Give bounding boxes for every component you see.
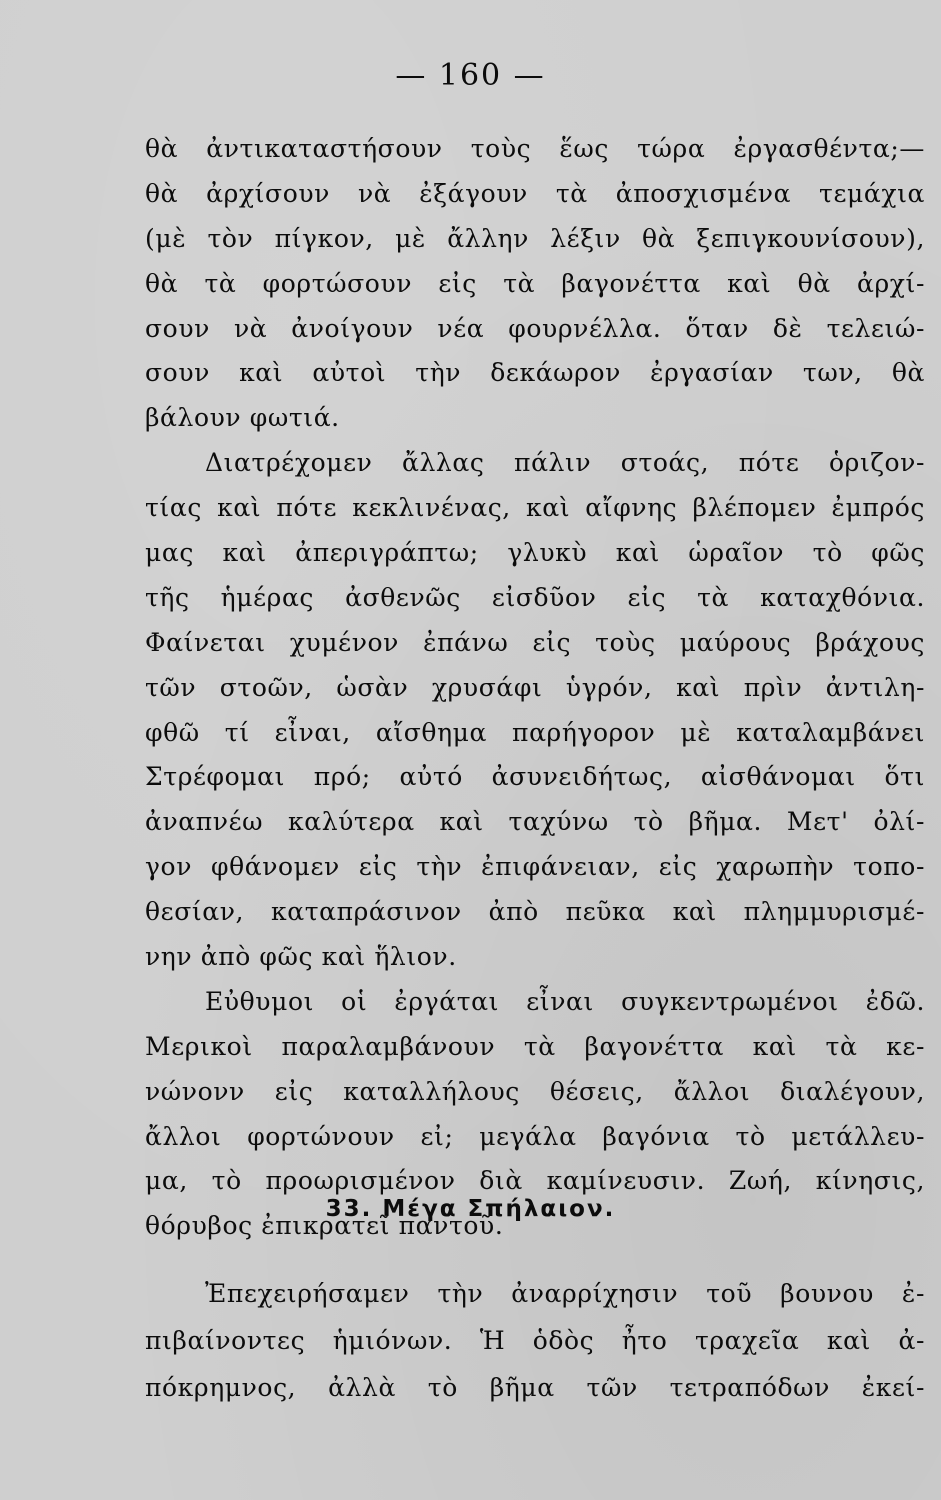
text-line: ἄλλοι φορτώνουν εἰ; μεγάλα βαγόνια τὸ μετάλλευ-: [145, 1121, 925, 1151]
text-line: πόκρημνος, ἀλλὰ τὸ βῆμα τῶν τετραπόδων ἐκεί-: [145, 1373, 925, 1402]
body-text-bottom: [145, 1270, 925, 1411]
text-line: φθῶ τί εἶναι, αἴσθημα παρήγορον μὲ καταλαμβάνει: [145, 717, 925, 747]
text-line: θὰ ἀντικαταστήσουν τοὺς ἕως τώρα ἐργασθέντα;—: [145, 134, 925, 163]
page-number: — 160 —: [395, 58, 546, 93]
text-line: νώνονν εἰς καταλλήλους θέσεις, ἄλλοι διαλέγουν,: [145, 1076, 925, 1106]
text-line: θὰ ἀρχίσουν νὰ ἐξάγουν τὰ ἀποσχισμένα τεμάχια: [145, 178, 925, 208]
text-line: σουν καὶ αὐτοὶ τὴν δεκάωρον ἐργασίαν των, θὰ: [145, 358, 925, 388]
text-line: Στρέφομαι πρό; αὐτό ἀσυνειδήτως, αἰσθάνομαι ὅτι: [145, 762, 925, 792]
text-line: Διατρέχομεν ἄλλας πάλιν στοάς, πότε ὁριζον-: [205, 448, 925, 478]
text-line: τῶν στοῶν, ὡσὰν χρυσάφι ὑγρόν, καὶ πρὶν ἀντιλη-: [145, 672, 925, 702]
text-line: τίας καὶ πότε κεκλινένας, καὶ αἴφνης βλέπομεν ἐμπρός: [145, 493, 925, 523]
text-line: θὰ τὰ φορτώσουν εἰς τὰ βαγονέττα καὶ θὰ ἀρχί-: [145, 268, 925, 298]
text-line: Μερικοὶ παραλαμβάνουν τὰ βαγονέττα καὶ τὰ κε-: [145, 1031, 925, 1061]
text-line: γον φθάνομεν εἰς τὴν ἐπιφάνειαν, εἰς χαρωπὴν τοπο-: [145, 852, 925, 882]
text-line: βάλουν φωτιά.: [145, 403, 340, 433]
text-line: (μὲ τὸν πίγκον, μὲ ἄλλην λέξιν θὰ ξεπιγκουνίσουν),: [145, 223, 925, 253]
text-line: Εὐθυμοι οἱ ἐργάται εἶναι συγκεντρωμένοι ἐδῶ.: [205, 986, 925, 1016]
text-line: Φαίνεται χυμένον ἐπάνω εἰς τοὺς μαύρους βράχους: [145, 627, 925, 657]
text-line: Ἐπεχειρήσαμεν τὴν ἀναρρίχησιν τοῦ βουνου ἐ-: [205, 1279, 925, 1308]
text-line: θεσίαν, καταπράσινον ἀπὸ πεῦκα καὶ πλημμυρισμέ-: [145, 897, 925, 927]
text-line: τῆς ἡμέρας ἀσθενῶς εἰσδῦον εἰς τὰ καταχθόνια.: [145, 582, 925, 612]
section-heading: 33. Μέγα Σπήλαιον.: [325, 1196, 616, 1222]
body-text-top: [145, 127, 925, 1249]
text-line: σουν νὰ ἀνοίγουν νέα φουρνέλλα. ὅταν δὲ τελειώ-: [145, 313, 925, 343]
text-line: νην ἀπὸ φῶς καὶ ἥλιον.: [145, 942, 457, 972]
text-line: μα, τὸ προωρισμένον διὰ καμίνευσιν. Ζωή, κίνησις,: [145, 1166, 925, 1196]
text-line: ἀναπνέω καλύτερα καὶ ταχύνω τὸ βῆμα. Μετ' ὀλί-: [145, 807, 925, 837]
text-line: θόρυβος ἐπικρατεῖ παντοῦ.: [145, 1211, 504, 1241]
text-line: πιβαίνοντες ἡμιόνων. Ἡ ὁδὸς ἦτο τραχεῖα καὶ ἀ-: [145, 1326, 925, 1355]
text-line: μας καὶ ἀπεριγράπτω; γλυκὺ καὶ ὡραῖον τὸ φῶς: [145, 538, 925, 568]
